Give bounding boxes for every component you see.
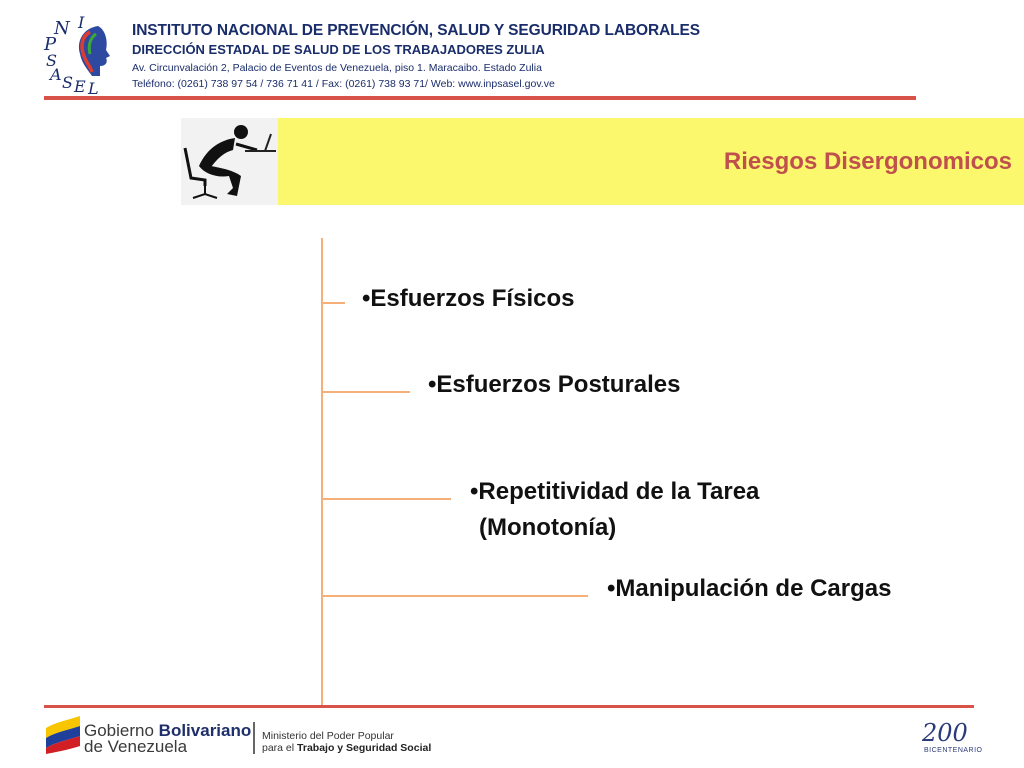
tree-trunk-line [321,238,323,708]
gobierno-line1: Gobierno Bolivariano [84,721,252,740]
gobierno-line2: de Venezuela [84,737,188,756]
slide-title: Riesgos Disergonomicos [723,148,1012,175]
branch-line-4 [321,595,588,597]
person-at-computer-image [181,118,278,205]
branch-line-1 [321,302,345,304]
item-repetitividad-line2: (Monotonía) [479,514,617,541]
item-esfuerzos-fisicos: •Esfuerzos Físicos [362,285,575,312]
item-repetitividad-line1: •Repetitividad de la Tarea [470,478,760,505]
svg-text:S: S [46,51,57,70]
inpsasel-logo [40,14,124,96]
branch-line-2 [321,391,410,393]
svg-text:S: S [62,73,73,92]
ministerio-line1: Ministerio del Poder Popular [262,730,394,742]
title-banner [278,118,1024,205]
header-divider [44,96,916,100]
svg-text:N: N [54,18,70,39]
bicentenario-label: BICENTENARIO [924,747,983,754]
address-text: Av. Circunvalación 2, Palacio de Eventos de Venezuela, piso 1. Maracaibo. Estado Zulia [132,62,542,74]
ministerio-line2: para el Trabajo y Seguridad Social [262,742,432,754]
svg-text:L: L [88,79,99,96]
item-manipulacion-cargas: •Manipulación de Cargas [607,575,892,602]
venezuela-flag-icon [44,714,82,754]
branch-line-3 [321,498,451,500]
bicentenario-logo: 200 [922,719,968,747]
footer-separator [253,722,255,754]
svg-text:A: A [50,65,62,84]
institution-title: INSTITUTO NACIONAL DE PREVENCIÓN, SALUD Y SEGURIDAD LABORALES [132,22,701,39]
svg-text:I: I [78,14,85,32]
footer-divider [44,705,974,708]
svg-text:E: E [74,77,86,96]
item-esfuerzos-posturales: •Esfuerzos Posturales [428,371,681,398]
contact-text: Teléfono: (0261) 738 97 54 / 736 71 41 / Fax: (0261) 738 93 71/ Web: www.inpsasel.gov.ve [132,78,555,90]
svg-text:P: P [44,34,57,55]
directorate-title: DIRECCIÓN ESTADAL DE SALUD DE LOS TRABAJADORES ZULIA [132,42,545,57]
